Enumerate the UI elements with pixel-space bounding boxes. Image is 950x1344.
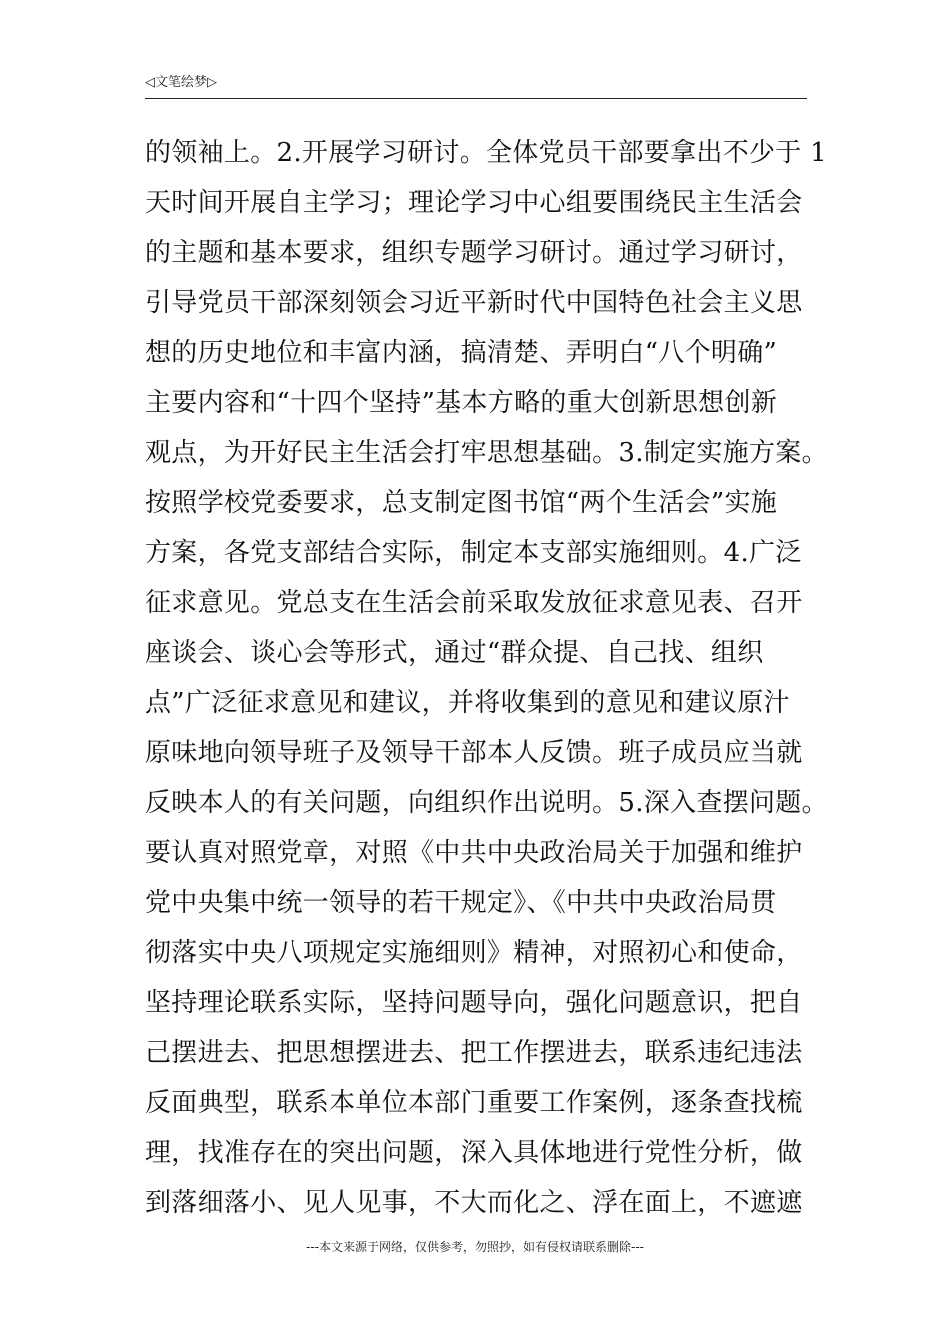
header-title: 文笔绘梦 (155, 75, 208, 90)
text-line: 观点，为开好民主生活会打牢思想基础。3.制定实施方案。 (145, 438, 828, 468)
page-footer-disclaimer: ---本文来源于网络，仅供参考，勿照抄，如有侵权请联系删除--- (306, 1240, 644, 1254)
text-line: 反面典型，联系本单位本部门重要工作案例，逐条查找梳 (145, 1088, 803, 1118)
text-line: 的领袖上。2.开展学习研讨。全体党员干部要拿出不少于 1 (145, 138, 828, 168)
text-line: 到落细落小、见人见事，不大而化之、浮在面上，不遮遮 (145, 1188, 803, 1218)
text-line: 座谈会、谈心会等形式，通过“群众提、自己找、组织 (145, 638, 764, 668)
body-text (145, 128, 828, 1228)
text-line: 征求意见。党总支在生活会前采取发放征求意见表、召开 (145, 588, 803, 618)
header-label (145, 74, 217, 92)
text-line: 坚持理论联系实际，坚持问题导向，强化问题意识，把自 (145, 988, 803, 1018)
text-line: 的主题和基本要求，组织专题学习研讨。通过学习研讨， (145, 238, 803, 268)
text-line: 按照学校党委要求，总支制定图书馆“两个生活会”实施 (145, 488, 778, 518)
text-line: 党中央集中统一领导的若干规定》、《中共中央政治局贯 (145, 888, 777, 918)
text-line: 理，找准存在的突出问题，深入具体地进行党性分析，做 (145, 1138, 803, 1168)
text-line: 要认真对照党章，对照《中共中央政治局关于加强和维护 (145, 838, 803, 868)
page-header (145, 74, 807, 99)
text-line: 主要内容和“十四个坚持”基本方略的重大创新思想创新 (145, 388, 778, 418)
right-triangle-icon: ▷ (207, 75, 218, 90)
text-line: 想的历史地位和丰富内涵，搞清楚、弄明白“八个明确” (145, 338, 778, 368)
left-triangle-icon: ◁ (145, 75, 155, 90)
text-line: 己摆进去、把思想摆进去、把工作摆进去，联系违纪违法 (145, 1038, 803, 1068)
text-line: 原味地向领导班子及领导干部本人反馈。班子成员应当就 (145, 738, 803, 768)
text-line: 方案，各党支部结合实际，制定本支部实施细则。4.广泛 (145, 538, 802, 568)
text-line: 引导党员干部深刻领会习近平新时代中国特色社会主义思 (145, 288, 803, 318)
text-line: 天时间开展自主学习；理论学习中心组要围绕民主生活会 (145, 188, 803, 218)
text-line: 点”广泛征求意见和建议，并将收集到的意见和建议原汁 (145, 688, 790, 718)
text-line: 反映本人的有关问题，向组织作出说明。5.深入查摆问题。 (145, 788, 828, 818)
text-line: 彻落实中央八项规定实施细则》精神，对照初心和使命， (145, 938, 803, 968)
